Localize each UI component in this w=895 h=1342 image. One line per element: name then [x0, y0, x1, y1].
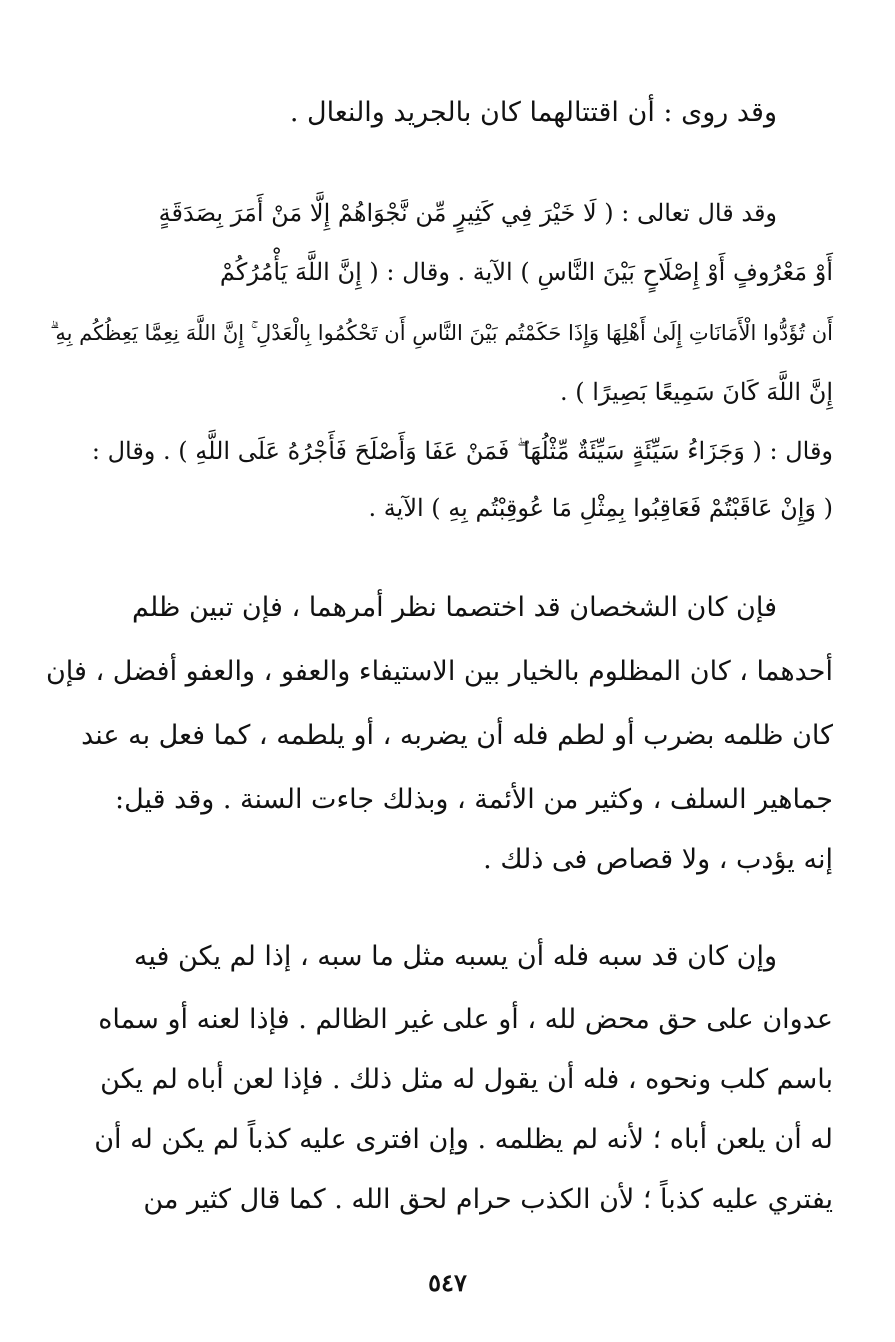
quotation-line: وقد قال تعالى : ( لَا خَيْرَ فِي كَثِيرٍ مِّن نَّجْوَاهُمْ إِلَّا مَنْ أَمَرَ بِصَدَقَةٍ [158, 199, 777, 227]
paragraph-line: عدوان على حق محض لله ، أو على غير الظالم . فإذا لعنه أو سماه [98, 1004, 833, 1035]
paragraph-line: كان ظلمه بضرب أو لطم فله أن يضربه ، أو يلطمه ، كما فعل به عند [81, 720, 833, 751]
quotation-line: وقال : ( وَجَزَاءُ سَيِّئَةٍ سَيِّئَةٌ مِّثْلُهَا ۖ فَمَنْ عَفَا وَأَصْلَحَ فَأَجْرُهُ عَلَى اللَّهِ ) . وقال : [91, 437, 833, 465]
quotation-line: إِنَّ اللَّهَ كَانَ سَمِيعًا بَصِيرًا ) . [560, 378, 833, 406]
paragraph-line: باسم كلب ونحوه ، فله أن يقول له مثل ذلك . فإذا لعن أباه لم يكن [100, 1064, 833, 1095]
page-number: ٥٤٧ [428, 1268, 467, 1297]
paragraph-line: إنه يؤدب ، ولا قصاص فى ذلك . [483, 844, 833, 875]
paragraph-line: يفتري عليه كذباً ؛ لأن الكذب حرام لحق الله . كما قال كثير من [143, 1184, 833, 1215]
quotation-line: أَن تُؤَدُّوا الْأَمَانَاتِ إِلَىٰ أَهْلِهَا وَإِذَا حَكَمْتُم بَيْنَ النَّاسِ أَن تَحْكُمُوا بِالْعَدْلِ ۚ إِنَّ اللَّهَ نِعِمَّا يَعِظُكُم بِهِ ۗ [50, 321, 833, 345]
intro-line: وقد روى : أن اقتتالهما كان بالجريد والنعال . [289, 97, 777, 128]
paragraph-line: وإن كان قد سبه فله أن يسبه مثل ما سبه ، إذا لم يكن فيه [133, 941, 777, 972]
paragraph-line: أحدهما ، كان المظلوم بالخيار بين الاستيفاء والعفو ، والعفو أفضل ، فإن [45, 656, 833, 687]
quotation-line: ( وَإِنْ عَاقَبْتُمْ فَعَاقِبُوا بِمِثْلِ مَا عُوقِبْتُم بِهِ ) الآية . [368, 494, 833, 522]
quotation-line: أَوْ مَعْرُوفٍ أَوْ إِصْلَاحٍ بَيْنَ النَّاسِ ) الآية . وقال : ( إِنَّ اللَّهَ يَأْمُرُكُمْ [219, 258, 833, 286]
paragraph-line: جماهير السلف ، وكثير من الأئمة ، وبذلك جاءت السنة . وقد قيل: [114, 784, 833, 815]
paragraph-line: له أن يلعن أباه ؛ لأنه لم يظلمه . وإن افترى عليه كذباً لم يكن له أن [94, 1124, 833, 1155]
paragraph-line: فإن كان الشخصان قد اختصما نظر أمرهما ، فإن تبين ظلم [131, 592, 777, 623]
